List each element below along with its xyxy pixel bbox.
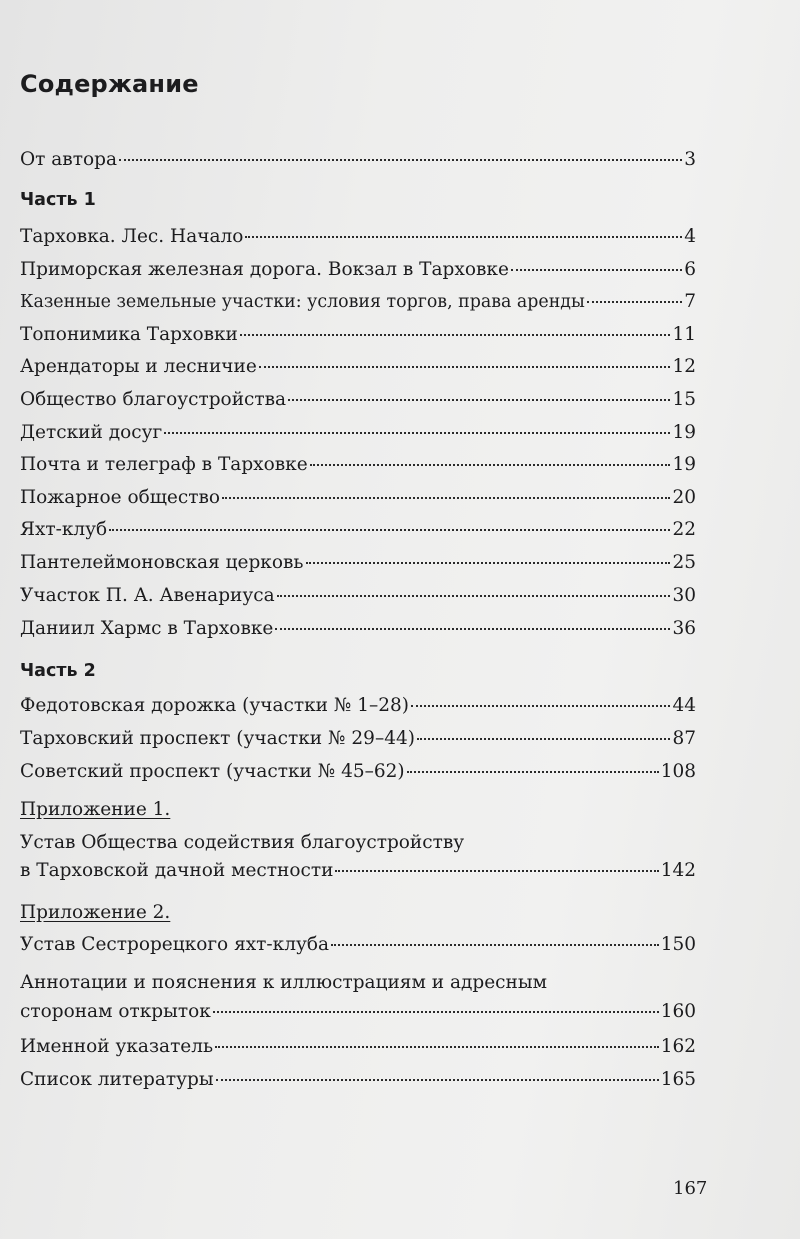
toc-entry [20,387,696,413]
toc-entry [20,517,696,543]
toc-entry [20,1034,696,1060]
toc-entry-page: 108 [660,761,696,782]
toc-entry-page: 15 [672,389,696,410]
toc-entry-appendix-2 [20,932,696,958]
dot-leader [407,770,659,773]
dot-leader [109,528,670,531]
toc-entry-label: Федотовская дорожка (участки № 1–28) [20,695,410,716]
toc-entry [20,224,696,250]
part-2-heading: Часть 2 [20,661,96,681]
toc-entry-appendix-1 [20,858,696,884]
appendix-1-title-line: Устав Общества содействия благоустройству [20,832,465,853]
toc-entry-page: 36 [672,618,696,639]
toc-entry-page: 20 [672,487,696,508]
toc-entry-label: Советский проспект (участки № 45–62) [20,761,405,782]
page-title: Содержание [20,70,199,98]
toc-entry-label: Почта и телеграф в Тарховке [20,454,308,475]
toc-entry-page: 11 [672,324,696,345]
toc-entry-page: 7 [684,291,696,312]
dot-leader [119,158,682,161]
dot-leader [245,235,682,238]
toc-entry-page: 25 [672,552,696,573]
page-number: 167 [673,1178,708,1199]
toc-entry-label: сторонам открыток [20,1001,211,1022]
dot-leader [306,561,671,564]
dot-leader [213,1010,659,1013]
toc-entry-page: 44 [672,695,696,716]
toc-entry-label: От автора [20,149,117,170]
toc-entry-page: 165 [660,1069,696,1090]
toc-entry-page: 19 [672,422,696,443]
toc-entry [20,257,696,283]
toc-entry-annotations [20,999,696,1025]
toc-entry-label: Тарховский проспект (участки № 29–44) [20,728,415,749]
toc-entry [20,693,696,719]
toc-entry-label: Пантелеймоновская церковь [20,552,304,573]
toc-entry-label: Топонимика Тарховки [20,324,238,345]
dot-leader [240,333,671,336]
toc-entry [20,759,696,785]
toc-entry-label: Пожарное общество [20,487,221,508]
toc-entry [20,485,696,511]
dot-leader [331,943,659,946]
toc-entry [20,322,696,348]
toc-entry-page: 12 [672,356,696,377]
toc-entry [20,726,696,752]
part-1-heading: Часть 1 [20,190,96,210]
toc-entry [20,550,696,576]
toc-entry-label: Тарховка. Лес. Начало [20,226,244,247]
toc-entry-label: Арендаторы и лесничие [20,356,257,377]
dot-leader [411,704,670,707]
toc-entry-page: 87 [672,728,696,749]
dot-leader [275,627,670,630]
toc-entry-preface [20,147,696,173]
toc-entry-label: Участок П. А. Авенариуса [20,585,275,606]
toc-entry-page: 6 [684,259,696,280]
toc-entry [20,1067,696,1093]
dot-leader [277,594,671,597]
toc-entry-label: Список литературы [20,1069,214,1090]
toc-entry-label: в Тарховской дачной местности [20,860,334,881]
dot-leader [587,300,682,303]
toc-entry [20,289,696,315]
toc-entry-label: Именной указатель [20,1036,214,1057]
toc-entry-page: 142 [660,860,696,881]
dot-leader [417,737,670,740]
dot-leader [310,463,671,466]
toc-entry-page: 160 [660,1001,696,1022]
toc-entry [20,420,696,446]
toc-entry-label: Казенные земельные участки: условия торгов, права аренды [20,292,585,312]
toc-entry [20,616,696,642]
toc-entry-label: Приморская железная дорога. Вокзал в Тарховке [20,259,509,280]
toc-entry-label: Даниил Хармс в Тарховке [20,618,274,639]
dot-leader [222,496,670,499]
toc-entry-label: Яхт-клуб [20,519,108,540]
toc-entry [20,583,696,609]
toc-entry-label: Общество благоустройства [20,389,287,410]
toc-entry [20,354,696,380]
toc-entry-page: 22 [672,519,696,540]
toc-entry-page: 150 [660,934,696,955]
toc-entry-page: 4 [684,226,696,247]
toc-entry-page: 19 [672,454,696,475]
toc-entry-label: Детский досуг [20,422,163,443]
dot-leader [164,431,670,434]
toc-entry-page: 3 [684,149,696,170]
dot-leader [511,268,682,271]
dot-leader [288,398,670,401]
dot-leader [215,1045,659,1048]
appendix-1-heading: Приложение 1. [20,799,171,820]
toc-entry-page: 30 [672,585,696,606]
toc-entry-page: 162 [660,1036,696,1057]
appendix-2-heading: Приложение 2. [20,902,171,923]
dot-leader [335,869,658,872]
toc-entry-label: Устав Сестрорецкого яхт-клуба [20,934,330,955]
dot-leader [259,365,671,368]
annotations-title-line: Аннотации и пояснения к иллюстрациям и адресным [20,972,547,993]
dot-leader [216,1078,659,1081]
toc-entry [20,452,696,478]
